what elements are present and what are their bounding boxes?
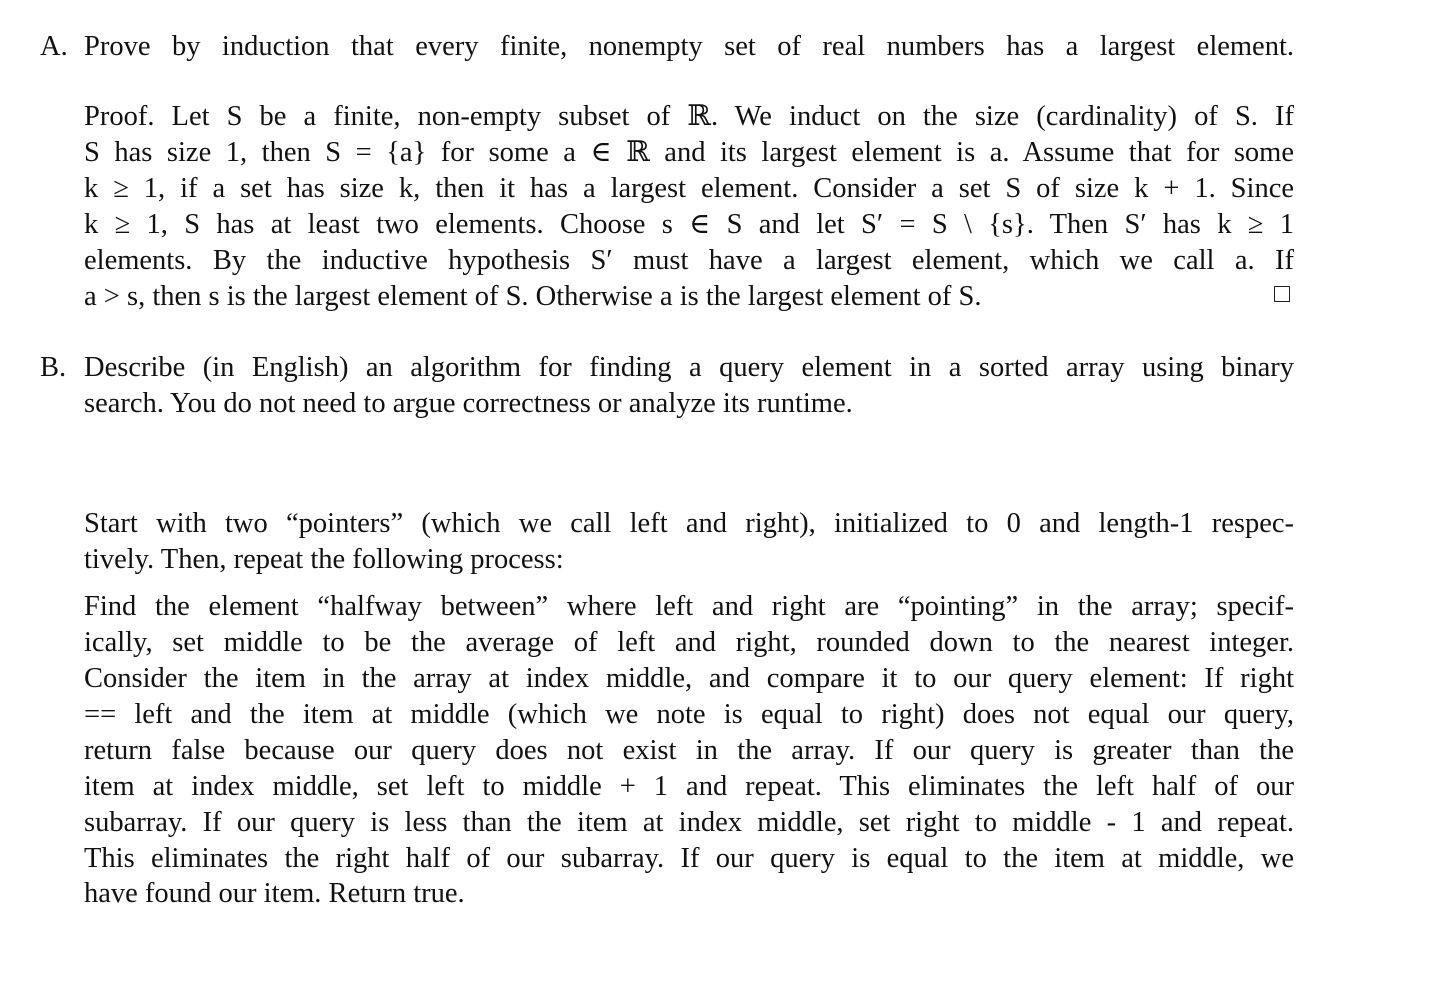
qed-box-icon (1274, 286, 1290, 302)
problem-a-prompt: Prove by induction that every finite, nonempty set of real numbers has a largest element. (84, 31, 1294, 62)
proof-line: a > s, then s is the largest element of S. Otherwise a is the largest element of S. (84, 281, 982, 312)
prompt-line: search. You do not need to argue correctness or analyze its runtime. (84, 388, 853, 419)
proof-line: k ≥ 1, if a set has size k, then it has a largest element. Consider a set S of size k + 1. Since (84, 173, 1294, 204)
answer-line: subarray. If our query is less than the item at index middle, set right to middle - 1 and repeat. (84, 807, 1294, 838)
proof-line: S has size 1, then S = {a} for some a ∈ ℝ and its largest element is a. Assume that for some (84, 137, 1294, 168)
answer-line: have found our item. Return true. (84, 878, 465, 909)
answer-line: == left and the item at middle (which we note is equal to right) does not equal our query, (84, 699, 1294, 730)
proof-line: k ≥ 1, S has at least two elements. Choose s ∈ S and let S′ = S \ {s}. Then S′ has k ≥ 1 (84, 209, 1294, 240)
answer-line: ically, set middle to be the average of left and right, rounded down to the nearest integer. (84, 627, 1294, 658)
answer-line: return false because our query does not exist in the array. If our query is greater than the (84, 735, 1294, 766)
proof-line: Proof. Let S be a finite, non-empty subset of ℝ. We induct on the size (cardinality) of S. If (84, 101, 1294, 132)
answer-line: tively. Then, repeat the following process: (84, 544, 564, 575)
prompt-line: Describe (in English) an algorithm for finding a query element in a sorted array using binary (84, 352, 1294, 383)
answer-line: Find the element “halfway between” where left and right are “pointing” in the array; specif- (84, 591, 1294, 622)
answer-line: item at index middle, set left to middle + 1 and repeat. This eliminates the left half of our (84, 771, 1294, 802)
problem-b-label: B. (40, 352, 67, 383)
answer-line: Start with two “pointers” (which we call left and right), initialized to 0 and length-1 respec- (84, 508, 1294, 539)
proof-line: elements. By the inductive hypothesis S′ must have a largest element, which we call a. If (84, 245, 1294, 276)
problem-a-label: A. (40, 31, 68, 62)
answer-line: Consider the item in the array at index middle, and compare it to our query element: If right (84, 663, 1294, 694)
answer-line: This eliminates the right half of our subarray. If our query is equal to the item at middle, we (84, 843, 1294, 874)
